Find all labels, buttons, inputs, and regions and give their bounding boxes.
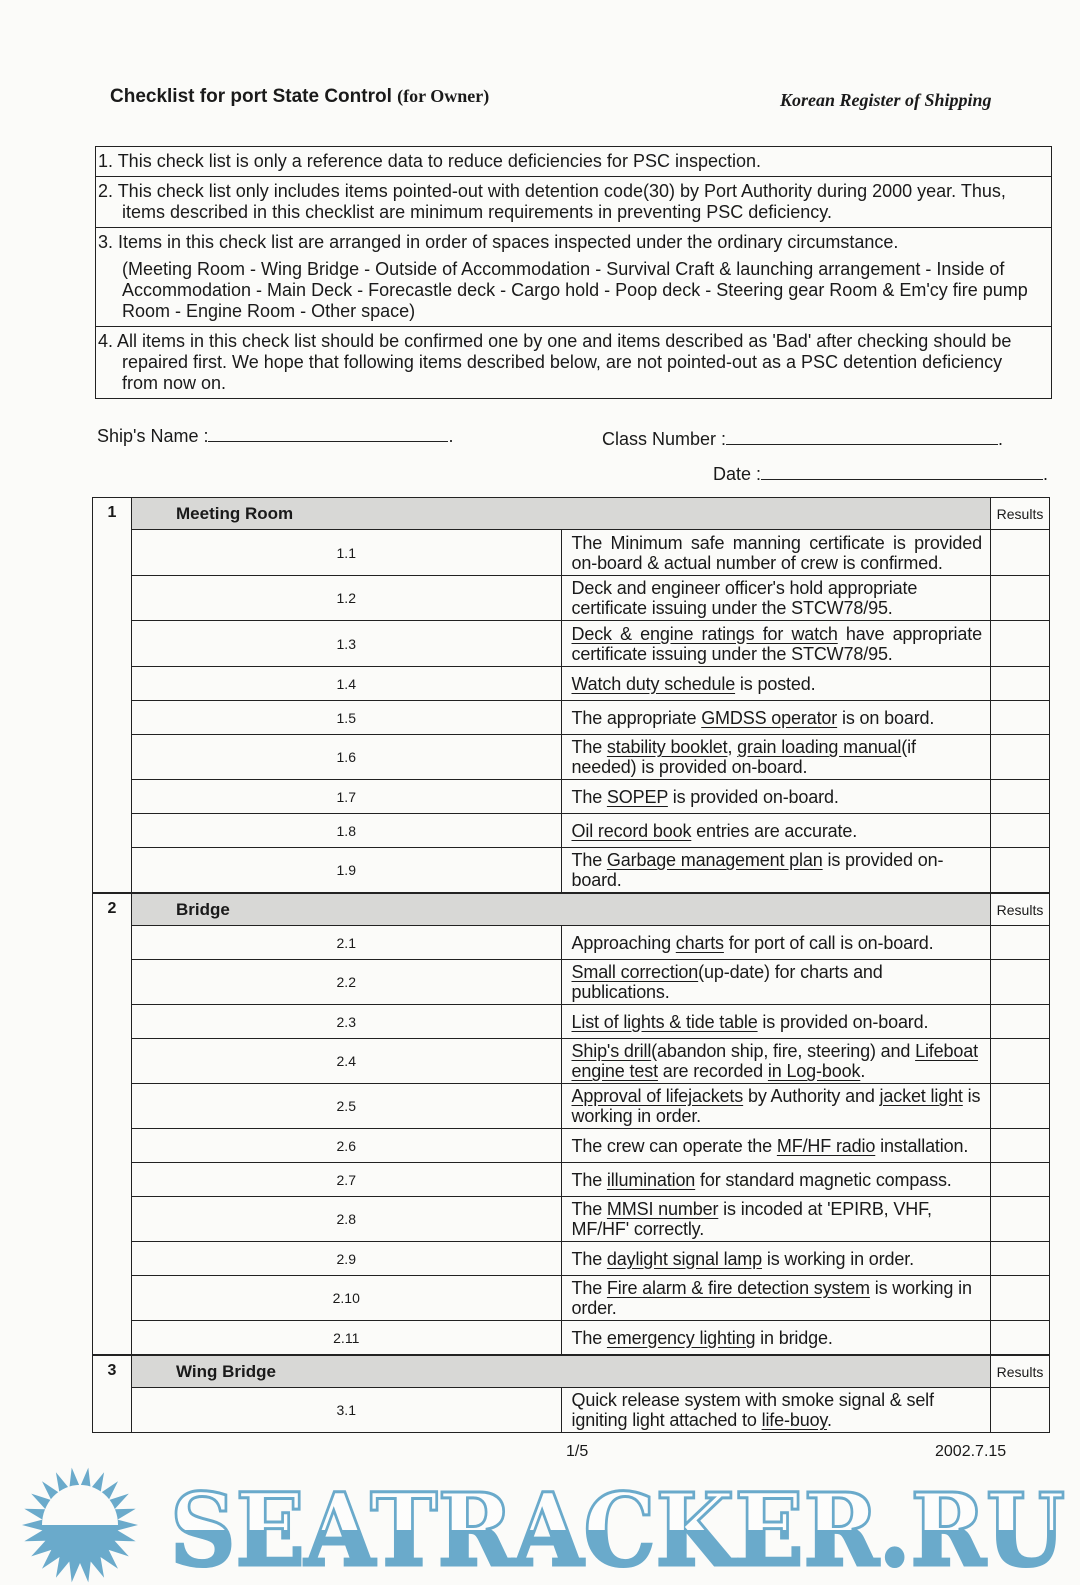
item-number: 2.11 xyxy=(132,1321,562,1355)
text-segment: The xyxy=(571,1248,607,1269)
checklist-row xyxy=(93,1129,1050,1163)
result-cell[interactable] xyxy=(991,1388,1050,1433)
text-segment: The xyxy=(571,1199,607,1219)
checklist-row xyxy=(93,1242,1050,1276)
result-cell[interactable] xyxy=(991,960,1050,1005)
item-number: 2.3 xyxy=(132,1005,562,1039)
checklist-row xyxy=(93,960,1050,1005)
page-footer xyxy=(92,1441,1052,1467)
text-segment: Quick release system with smoke signal & self igniting light attached to xyxy=(571,1390,934,1430)
underlined-term: Lifeboat engine test xyxy=(571,1041,978,1081)
item-number: 2.10 xyxy=(132,1276,562,1321)
item-number: 1.2 xyxy=(132,576,562,621)
section-number: 3 xyxy=(93,1356,132,1433)
ship-name-label: Ship's Name : xyxy=(97,426,209,446)
text-segment: The xyxy=(571,1327,607,1348)
underlined-term: MF/HF radio xyxy=(776,1135,876,1156)
item-number: 2.5 xyxy=(132,1084,562,1129)
underlined-term: stability booklet xyxy=(606,737,728,757)
notes-box xyxy=(95,146,1052,399)
checklist-row xyxy=(93,1039,1050,1084)
text-segment: is provided on-board. xyxy=(667,786,839,807)
result-cell[interactable] xyxy=(991,621,1050,667)
note-1 xyxy=(96,147,1051,177)
item-number: 2.8 xyxy=(132,1197,562,1242)
item-number: 1.3 xyxy=(132,621,562,667)
checklist-row xyxy=(93,530,1050,576)
item-text xyxy=(561,960,991,1005)
class-number-field: Class Number : . xyxy=(602,426,1003,450)
checklist-row xyxy=(93,667,1050,701)
class-number-input[interactable] xyxy=(726,426,998,445)
result-cell[interactable] xyxy=(991,926,1050,960)
text-segment: (abandon ship, fire, steering) and xyxy=(651,1041,916,1061)
underlined-term: Oil record book xyxy=(571,820,692,841)
checklist-row xyxy=(93,1321,1050,1355)
text-segment: (if needed) is provided on-board. xyxy=(571,737,916,777)
item-text xyxy=(561,735,991,780)
text-segment: is on board. xyxy=(837,707,935,728)
underlined-term: illumination xyxy=(606,1169,696,1190)
text-segment: is provided on-board. xyxy=(757,1011,929,1032)
text-segment: is working in order. xyxy=(762,1248,914,1269)
item-number: 1.8 xyxy=(132,814,562,848)
underlined-term: List of lights & tide table xyxy=(571,1011,758,1032)
note-3 xyxy=(96,228,1051,327)
checklist-row xyxy=(93,576,1050,621)
section-header-row xyxy=(93,1356,1050,1388)
text-segment: The xyxy=(571,1169,607,1190)
text-segment: The xyxy=(571,786,607,807)
checklist-row xyxy=(93,1005,1050,1039)
item-text xyxy=(561,1242,991,1276)
results-header: Results xyxy=(991,498,1050,530)
text-segment: for port of call is on-board. xyxy=(723,932,934,953)
note-text: 4. All items in this check list should be confirmed one by one and items described as 'Bad' after checking should be repaired first. We hope that following items described below, are not pointed-out as a PSC detention deficiency from now on. xyxy=(98,331,1012,393)
date-input[interactable] xyxy=(761,461,1043,480)
checklist-row xyxy=(93,848,1050,893)
underlined-term: emergency lighting xyxy=(606,1327,756,1348)
page-body xyxy=(92,146,1065,1585)
text-segment: The Minimum safe manning certificate is provided on-board & actual number of crew is confirmed. xyxy=(571,532,982,573)
underlined-term: Deck & engine ratings for watch xyxy=(571,623,838,644)
note-text: 3. Items in this check list are arranged in order of spaces inspected under the ordinary circumstance. xyxy=(98,232,899,252)
result-cell[interactable] xyxy=(991,1129,1050,1163)
item-number: 1.6 xyxy=(132,735,562,780)
note-4 xyxy=(96,327,1051,398)
text-segment: is working in order. xyxy=(571,1086,981,1126)
note-extra: (Meeting Room - Wing Bridge - Outside of Accommodation - Survival Craft & launching arrangement - Inside of Accommodation - Main Deck - Forecastle deck - Cargo hold - Poop deck - Steering gear Room & Em'cy fire pump Room - Engine Room - Other space) xyxy=(122,259,1028,321)
section-title: Bridge xyxy=(132,894,991,926)
result-cell[interactable] xyxy=(991,1005,1050,1039)
item-text xyxy=(561,1321,991,1355)
title-sub: (for Owner) xyxy=(397,86,490,106)
checklist-row xyxy=(93,926,1050,960)
item-number: 1.5 xyxy=(132,701,562,735)
checklist-row xyxy=(93,1163,1050,1197)
item-text xyxy=(561,848,991,893)
text-segment: , xyxy=(727,737,738,757)
item-number: 2.4 xyxy=(132,1039,562,1084)
result-cell[interactable] xyxy=(991,1039,1050,1084)
ship-info-form xyxy=(92,409,1052,497)
ship-name-field: Ship's Name : . xyxy=(97,423,454,447)
text-segment: is working in order. xyxy=(571,1278,972,1318)
item-number: 2.2 xyxy=(132,960,562,1005)
item-text xyxy=(561,780,991,814)
result-cell[interactable] xyxy=(991,848,1050,893)
text-segment: . xyxy=(860,1061,866,1081)
text-segment: are recorded xyxy=(657,1061,768,1081)
underlined-term: Small correction xyxy=(571,962,699,982)
result-cell[interactable] xyxy=(991,530,1050,576)
result-cell[interactable] xyxy=(991,1163,1050,1197)
result-cell[interactable] xyxy=(991,667,1050,701)
section-header-row xyxy=(93,894,1050,926)
item-text xyxy=(561,621,991,667)
checklist-row xyxy=(93,735,1050,780)
item-number: 2.7 xyxy=(132,1163,562,1197)
checklist-row xyxy=(93,1084,1050,1129)
note-text: 1. This check list is only a reference data to reduce deficiencies for PSC inspection. xyxy=(98,151,762,171)
sun-logo-icon xyxy=(22,1468,138,1583)
text-segment: is posted. xyxy=(735,673,816,694)
section-table-1 xyxy=(92,497,1050,893)
checklist-row xyxy=(93,1388,1050,1433)
text-segment: Deck and engineer officer's hold appropriate certificate issuing under the STCW78/95. xyxy=(571,578,918,618)
item-number: 3.1 xyxy=(132,1388,562,1433)
item-text xyxy=(561,1039,991,1084)
underlined-term: daylight signal lamp xyxy=(606,1248,763,1269)
section-title: Wing Bridge xyxy=(132,1356,991,1388)
date-field: Date : . xyxy=(713,461,1048,485)
underlined-term: life-buoy xyxy=(761,1410,827,1430)
underlined-term: SOPEP xyxy=(606,786,668,807)
text-segment: have appropriate certificate issuing under the STCW78/95. xyxy=(571,623,982,664)
ship-name-input[interactable] xyxy=(208,423,448,442)
text-segment: The xyxy=(571,1278,607,1298)
date-label: Date : xyxy=(713,464,762,484)
section-header-row xyxy=(93,498,1050,530)
organization-name: Korean Register of Shipping xyxy=(780,90,992,110)
watermark-text: SEATRACKER.RU xyxy=(170,1471,1065,1585)
note-text: 2. This check list only includes items pointed-out with detention code(30) by Port Authority during 2000 year. Thus, items described in this checklist are minimum requirements in preventing PSC deficiency. xyxy=(98,181,1006,222)
item-number: 1.9 xyxy=(132,848,562,893)
item-text xyxy=(561,1388,991,1433)
text-segment: for standard magnetic compass. xyxy=(695,1169,952,1190)
text-segment: The appropriate xyxy=(571,707,702,728)
underlined-term: Ship's drill xyxy=(571,1041,652,1061)
checklist-row xyxy=(93,1197,1050,1242)
underlined-term: in Log-book xyxy=(767,1061,861,1081)
item-text xyxy=(561,701,991,735)
item-number: 2.9 xyxy=(132,1242,562,1276)
document-title xyxy=(110,86,489,108)
results-header: Results xyxy=(991,894,1050,926)
section-number: 1 xyxy=(93,498,132,893)
section-table-2 xyxy=(92,893,1050,1355)
item-text xyxy=(561,814,991,848)
checklist-row xyxy=(93,814,1050,848)
text-segment: . xyxy=(826,1410,832,1430)
item-text xyxy=(561,1276,991,1321)
item-number: 2.6 xyxy=(132,1129,562,1163)
underlined-term: Approval of lifejackets xyxy=(571,1086,744,1106)
underlined-term: Fire alarm & fire detection system xyxy=(606,1278,870,1298)
text-segment: The xyxy=(571,737,607,757)
text-segment: by Authority and xyxy=(743,1086,880,1106)
item-text xyxy=(561,530,991,576)
underlined-term: charts xyxy=(675,932,724,953)
item-text xyxy=(561,667,991,701)
item-number: 1.7 xyxy=(132,780,562,814)
result-cell[interactable] xyxy=(991,701,1050,735)
checklist-row xyxy=(93,701,1050,735)
result-cell[interactable] xyxy=(991,576,1050,621)
item-text xyxy=(561,1197,991,1242)
seatracker-watermark xyxy=(0,1467,1080,1585)
item-number: 2.1 xyxy=(132,926,562,960)
note-2 xyxy=(96,177,1051,228)
checklist-row xyxy=(93,1276,1050,1321)
page-number: 1/5 xyxy=(566,1443,589,1460)
item-text xyxy=(561,1163,991,1197)
text-segment: installation. xyxy=(875,1135,969,1156)
section-number: 2 xyxy=(93,894,132,1355)
text-segment: is provided on-board. xyxy=(571,850,944,890)
underlined-term: grain loading manual xyxy=(737,737,902,757)
section-title: Meeting Room xyxy=(132,498,991,530)
text-segment: The crew can operate the xyxy=(571,1135,777,1156)
underlined-term: MMSI number xyxy=(606,1199,719,1219)
item-text xyxy=(561,1005,991,1039)
class-number-label: Class Number : xyxy=(602,429,727,449)
item-text xyxy=(561,576,991,621)
underlined-term: GMDSS operator xyxy=(701,707,838,728)
underlined-term: jacket light xyxy=(879,1086,963,1106)
revision-date: 2002.7.15 xyxy=(935,1443,1007,1460)
result-cell[interactable] xyxy=(991,735,1050,780)
result-cell[interactable] xyxy=(991,780,1050,814)
text-segment: The xyxy=(571,850,607,870)
text-segment: (up-date) for charts and publications. xyxy=(571,962,883,1002)
title-main: Checklist for port State Control xyxy=(110,86,392,107)
result-cell[interactable] xyxy=(991,1276,1050,1321)
item-text xyxy=(561,1129,991,1163)
text-segment: in bridge. xyxy=(755,1327,833,1348)
results-header: Results xyxy=(991,1356,1050,1388)
result-cell[interactable] xyxy=(991,1321,1050,1355)
text-segment: Approaching xyxy=(571,932,676,953)
result-cell[interactable] xyxy=(991,1084,1050,1129)
result-cell[interactable] xyxy=(991,1242,1050,1276)
text-segment: is incoded at 'EPIRB, VHF, MF/HF' correctly. xyxy=(571,1199,932,1239)
result-cell[interactable] xyxy=(991,1197,1050,1242)
checklist-row xyxy=(93,621,1050,667)
item-number: 1.4 xyxy=(132,667,562,701)
item-text xyxy=(561,926,991,960)
section-table-3 xyxy=(92,1355,1050,1433)
result-cell[interactable] xyxy=(991,814,1050,848)
checklist-row xyxy=(93,780,1050,814)
underlined-term: Watch duty schedule xyxy=(571,673,736,694)
item-number: 1.1 xyxy=(132,530,562,576)
text-segment: entries are accurate. xyxy=(691,820,858,841)
item-text xyxy=(561,1084,991,1129)
underlined-term: Garbage management plan xyxy=(606,850,823,870)
